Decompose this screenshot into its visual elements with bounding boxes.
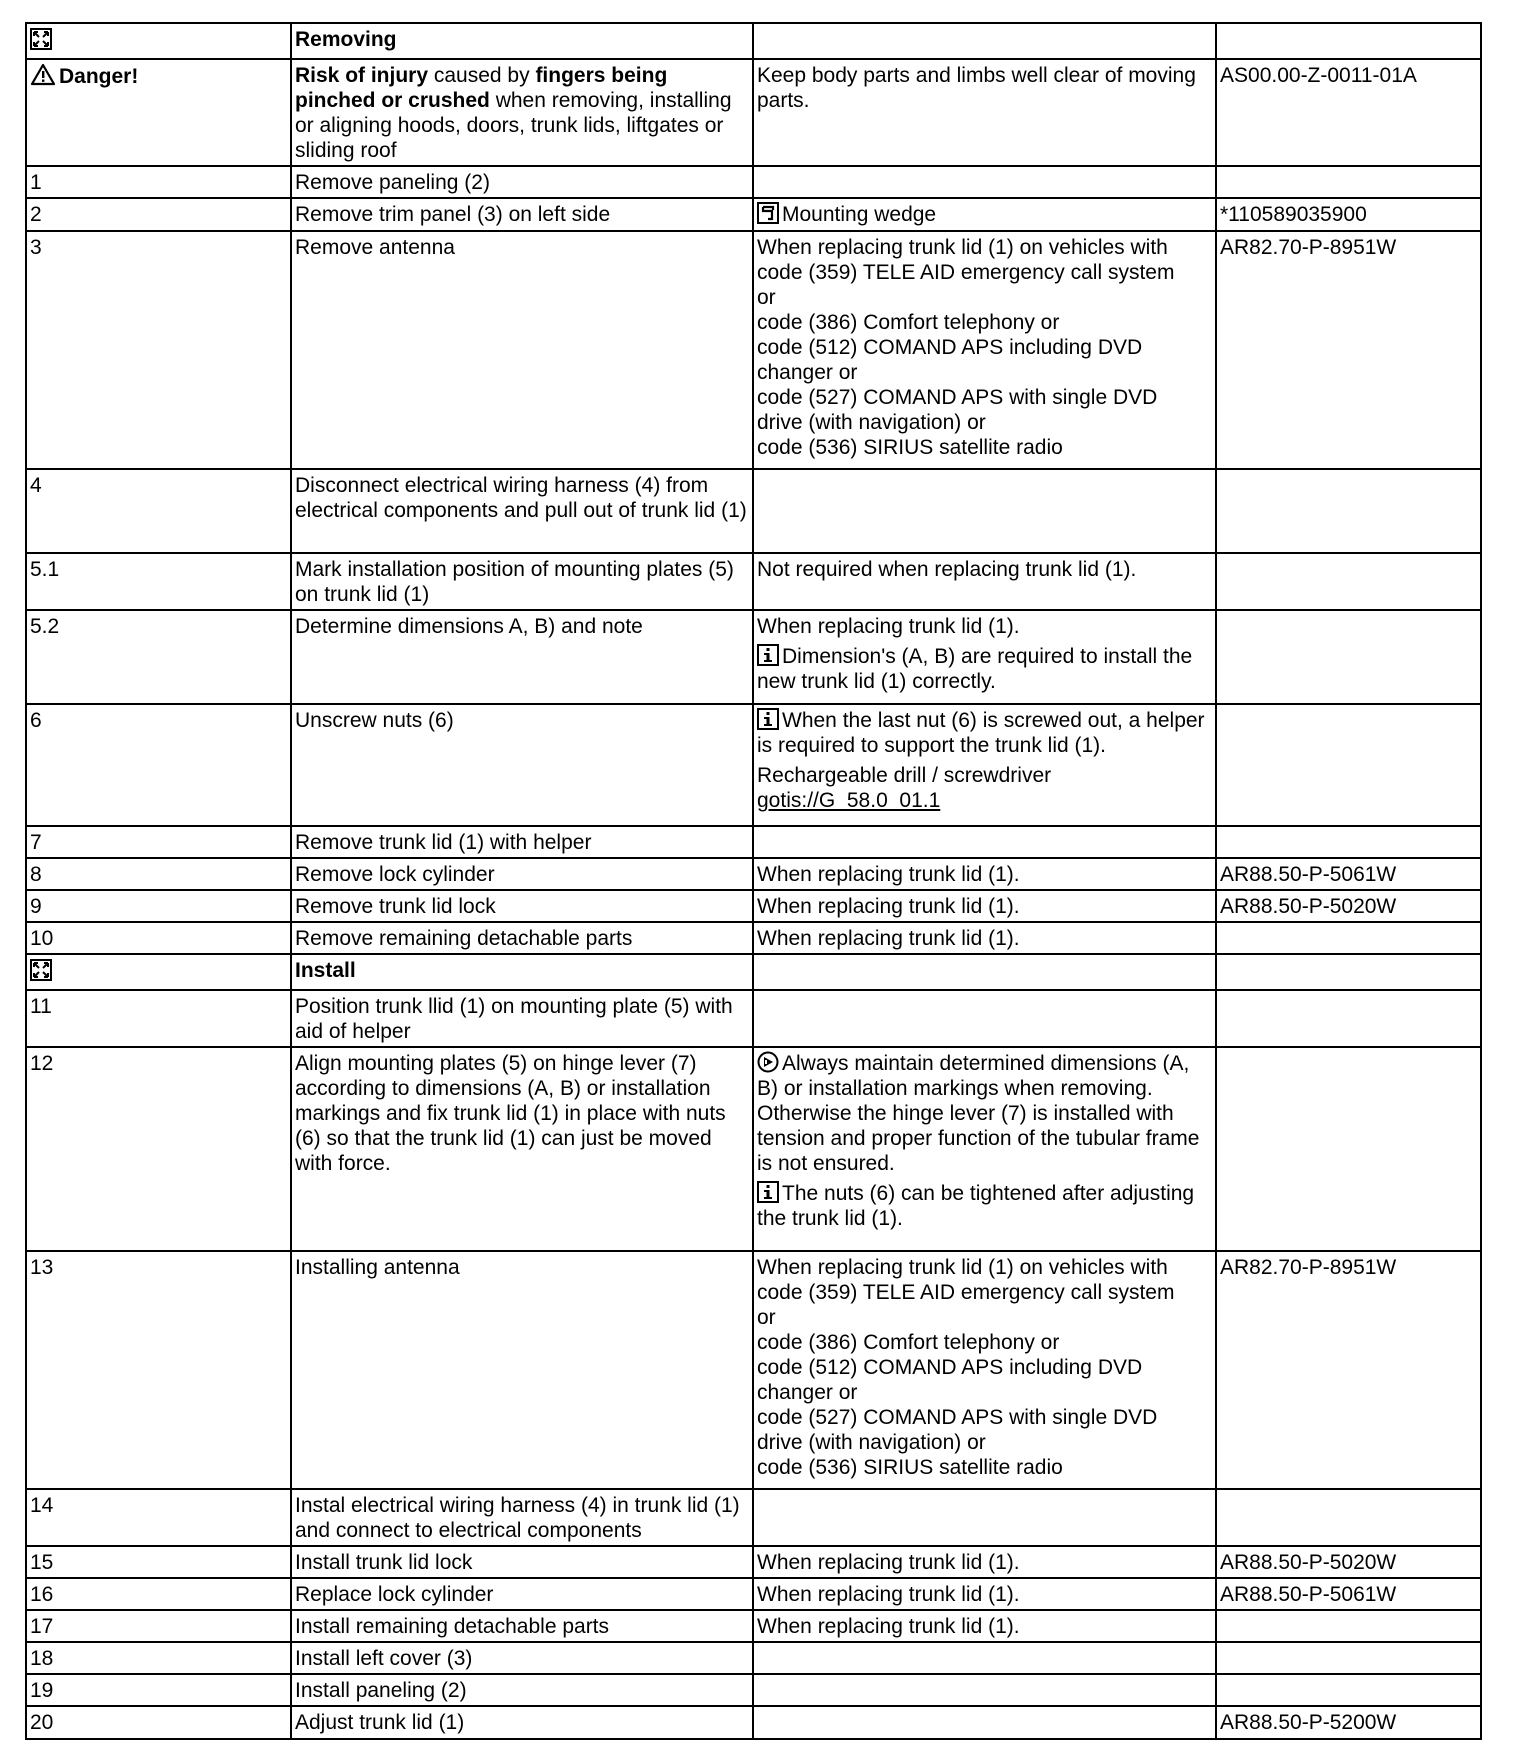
step-action: Instal electrical wiring harness (4) in trunk lid (1) and connect to electrical components <box>291 1489 753 1546</box>
danger-label: Danger! <box>59 65 139 88</box>
antenna-note: When replacing trunk lid (1) on vehicles with code (359) TELE AID emergency call system or code (386) Comfort telephony or code (512) COMAND APS including DVD changer or code (527) COMAND APS with single DVD drive (with navigation) or code (536) SIRIUS satellite radio <box>753 1251 1216 1489</box>
step-number: 4 <box>26 469 291 553</box>
step-row <box>26 166 1481 198</box>
step-action: Install paneling (2) <box>291 1674 753 1706</box>
step-note: When replacing trunk lid (1). <box>753 858 1216 890</box>
section-icon-cell <box>26 23 291 59</box>
step-row <box>26 1674 1481 1706</box>
step-tool: Mounting wedge <box>753 198 1216 231</box>
step-number: 18 <box>26 1642 291 1674</box>
step-number: 14 <box>26 1489 291 1546</box>
step-number: 3 <box>26 231 291 469</box>
step-ref: AR88.50-P-5200W <box>1216 1706 1481 1739</box>
step-row <box>26 826 1481 858</box>
step-row <box>26 1610 1481 1642</box>
step-row <box>26 922 1481 954</box>
step-action: Unscrew nuts (6) <box>291 704 753 826</box>
step-action: Remove trunk lid (1) with helper <box>291 826 753 858</box>
step-action: Remove trunk lid lock <box>291 890 753 922</box>
step-note: Not required when replacing trunk lid (1). <box>753 553 1216 610</box>
special-tool-icon <box>757 202 779 224</box>
danger-note: Keep body parts and limbs well clear of moving parts. <box>753 59 1216 166</box>
step-number: 20 <box>26 1706 291 1739</box>
step-ref: AR88.50-P-5061W <box>1216 1578 1481 1610</box>
step-action: Remove lock cylinder <box>291 858 753 890</box>
step-number: 16 <box>26 1578 291 1610</box>
step-ref: AR82.70-P-8951W <box>1216 1251 1481 1489</box>
step-row <box>26 610 1481 704</box>
step-number: 17 <box>26 1610 291 1642</box>
step-action: Install trunk lid lock <box>291 1546 753 1578</box>
step-row <box>26 1489 1481 1546</box>
step-note: When replacing trunk lid (1). <box>753 1546 1216 1578</box>
step-note: When replacing trunk lid (1). <box>753 1610 1216 1642</box>
step-number: 1 <box>26 166 291 198</box>
step-row <box>26 1706 1481 1739</box>
step-action: Install remaining detachable parts <box>291 1610 753 1642</box>
step-ref: AR88.50-P-5020W <box>1216 1546 1481 1578</box>
step-number: 15 <box>26 1546 291 1578</box>
danger-ref: AS00.00-Z-0011-01A <box>1216 59 1481 166</box>
expand-arrows-icon <box>30 959 52 981</box>
step-row <box>26 1546 1481 1578</box>
step-note: When replacing trunk lid (1). <box>753 1578 1216 1610</box>
section-row-install <box>26 954 1481 990</box>
step-row <box>26 704 1481 826</box>
step-row <box>26 990 1481 1047</box>
step-action: Disconnect electrical wiring harness (4) from electrical components and pull out of trunk lid (1) <box>291 469 753 553</box>
step-action: Remove remaining detachable parts <box>291 922 753 954</box>
step-action: Position trunk llid (1) on mounting plate (5) with aid of helper <box>291 990 753 1047</box>
info-icon <box>757 644 779 666</box>
caution-circle-icon <box>757 1051 779 1073</box>
procedure-table <box>25 22 1482 1740</box>
step-number: 5.2 <box>26 610 291 704</box>
step-row <box>26 469 1481 553</box>
step-number: 12 <box>26 1047 291 1251</box>
step-number: 13 <box>26 1251 291 1489</box>
step-note: Always maintain determined dimensions (A, B) or installation markings when removing. Otherwise the hinge lever (7) is installed with tension and proper function of the tubular frame is not ensured. The nuts (6) can be tightened after adjusting the trunk lid (1). <box>753 1047 1216 1251</box>
step-ref: AR88.50-P-5020W <box>1216 890 1481 922</box>
step-action: Remove antenna <box>291 231 753 469</box>
step-number: 2 <box>26 198 291 231</box>
warning-triangle-icon <box>30 63 56 86</box>
step-number: 6 <box>26 704 291 826</box>
step-note: When the last nut (6) is screwed out, a helper is required to support the trunk lid (1). Rechargeable drill / screwdriver gotis://G_58.0_01.1 <box>753 704 1216 826</box>
step-number: 8 <box>26 858 291 890</box>
step-row <box>26 890 1481 922</box>
step-ref: AR82.70-P-8951W <box>1216 231 1481 469</box>
step-row <box>26 231 1481 469</box>
step-number: 7 <box>26 826 291 858</box>
step-row <box>26 1251 1481 1489</box>
step-note: When replacing trunk lid (1). <box>753 890 1216 922</box>
step-row <box>26 553 1481 610</box>
gotis-link[interactable]: gotis://G_58.0_01.1 <box>757 789 941 812</box>
danger-risk-text: Risk of injury caused by fingers being pinched or crushed when removing, installing or aligning hoods, doors, trunk lids, liftgates or sliding roof <box>291 59 753 166</box>
danger-label-cell <box>26 59 291 166</box>
step-number: 5.1 <box>26 553 291 610</box>
step-number: 19 <box>26 1674 291 1706</box>
step-ref: *110589035900 <box>1216 198 1481 231</box>
section-icon-cell <box>26 954 291 990</box>
section-title: Install <box>291 954 753 990</box>
step-action: Mark installation position of mounting plates (5) on trunk lid (1) <box>291 553 753 610</box>
step-action: Determine dimensions A, B) and note <box>291 610 753 704</box>
info-icon <box>757 1181 779 1203</box>
step-number: 11 <box>26 990 291 1047</box>
step-note: When replacing trunk lid (1). <box>753 922 1216 954</box>
antenna-note: When replacing trunk lid (1) on vehicles with code (359) TELE AID emergency call system or code (386) Comfort telephony or code (512) COMAND APS including DVD changer or code (527) COMAND APS with single DVD drive (with navigation) or code (536) SIRIUS satellite radio <box>753 231 1216 469</box>
danger-row <box>26 59 1481 166</box>
info-icon <box>757 708 779 730</box>
step-note: When replacing trunk lid (1). Dimension's (A, B) are required to install the new trunk lid (1) correctly. <box>753 610 1216 704</box>
step-row <box>26 1047 1481 1251</box>
section-title: Removing <box>291 23 753 59</box>
step-row <box>26 858 1481 890</box>
step-ref: AR88.50-P-5061W <box>1216 858 1481 890</box>
step-number: 10 <box>26 922 291 954</box>
step-row <box>26 1578 1481 1610</box>
expand-arrows-icon <box>30 28 52 50</box>
step-action: Align mounting plates (5) on hinge lever (7) according to dimensions (A, B) or installation markings and fix trunk lid (1) in place with nuts (6) so that the trunk lid (1) can just be moved with force. <box>291 1047 753 1251</box>
step-row <box>26 1642 1481 1674</box>
step-action: Replace lock cylinder <box>291 1578 753 1610</box>
step-action: Remove paneling (2) <box>291 166 753 198</box>
step-action: Remove trim panel (3) on left side <box>291 198 753 231</box>
step-number: 9 <box>26 890 291 922</box>
step-action: Adjust trunk lid (1) <box>291 1706 753 1739</box>
step-action: Install left cover (3) <box>291 1642 753 1674</box>
step-row <box>26 198 1481 231</box>
step-action: Installing antenna <box>291 1251 753 1489</box>
section-row-removing <box>26 23 1481 59</box>
